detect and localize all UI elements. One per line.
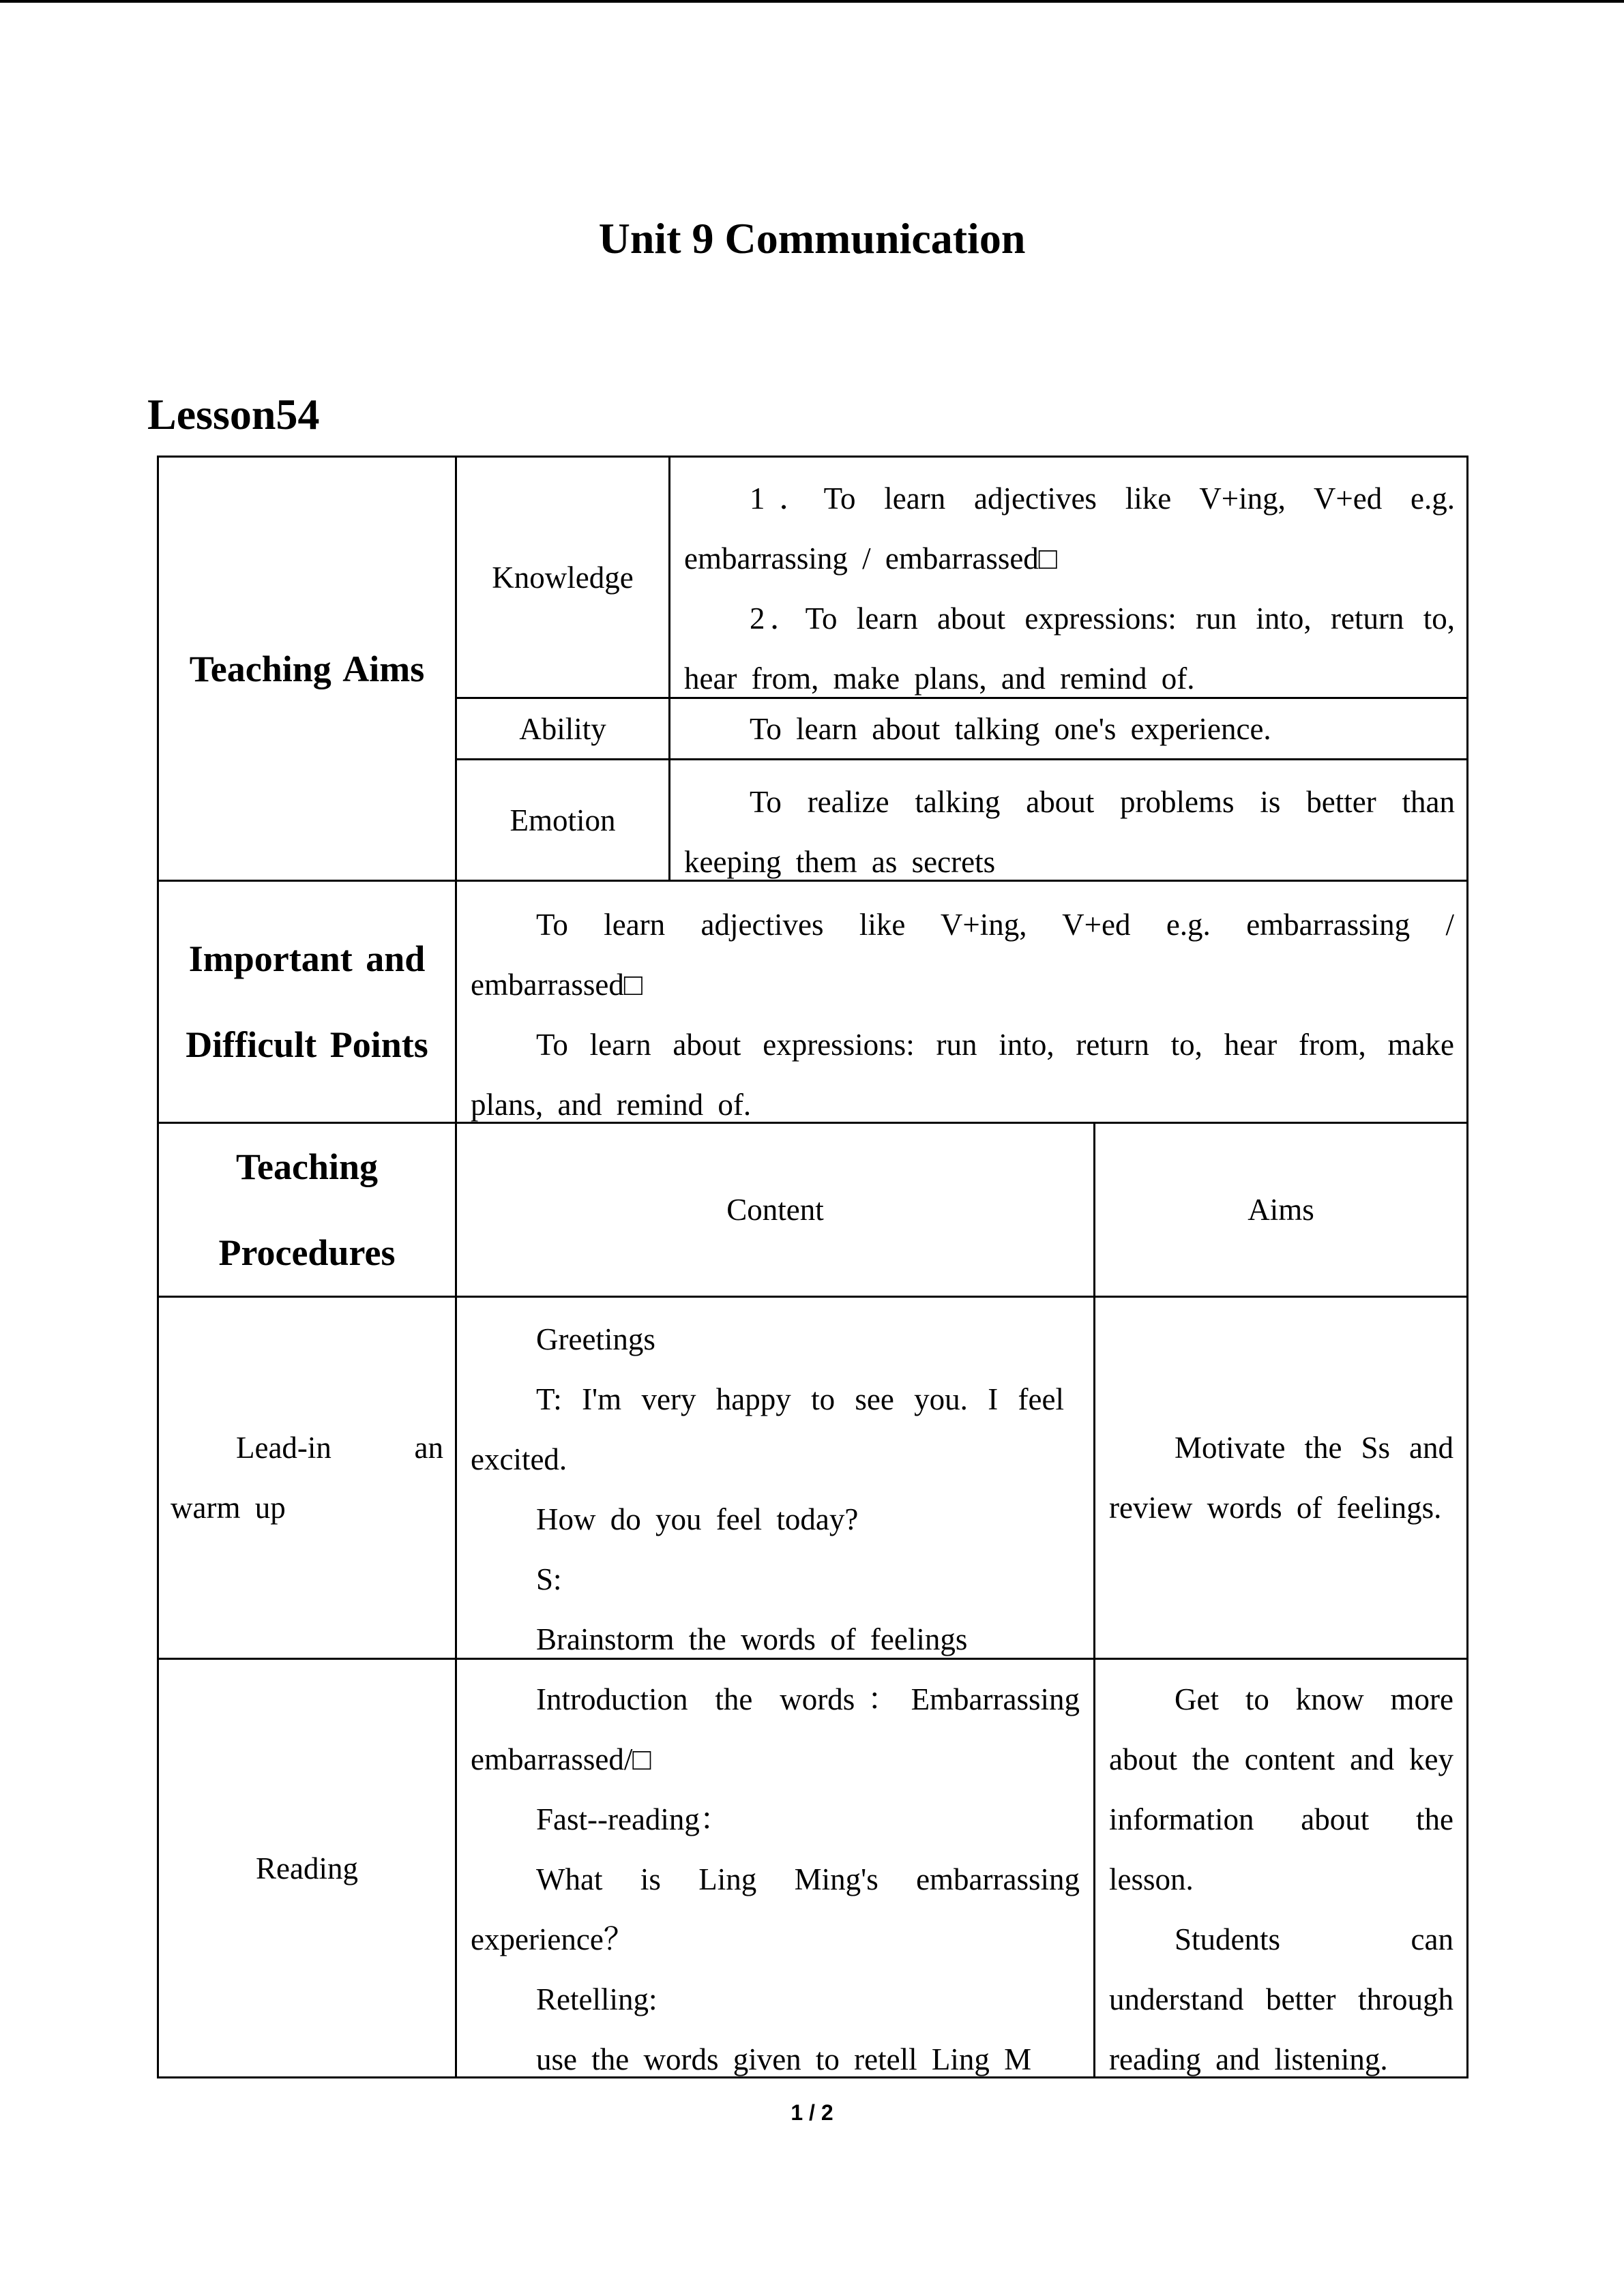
important-points-text-2: To learn about expressions: run into, return to, hear from, make plans, and remind of. <box>471 1028 1454 1122</box>
ability-content <box>684 699 1455 758</box>
reading-aims <box>1109 1669 1453 2076</box>
teaching-aims-text: Teaching Aims <box>189 648 425 689</box>
emotion-text: To realize talking about problems is better than keeping them as secrets <box>684 785 1455 879</box>
reading-label <box>159 1660 455 2076</box>
important-points-label-line2: Difficult Points <box>186 1024 428 1065</box>
table-border-right <box>1466 456 1468 2078</box>
knowledge-item-1: 1．To learn adjectives like V+ing, V+ed e.g. embarrassing / embarrassed□ <box>684 481 1455 576</box>
lead-in-line-2: T: I'm very happy to see you. I feel excited. <box>471 1382 1064 1476</box>
reading-line-3: What is Ling Ming's embarrassing experience？ <box>471 1862 1080 1956</box>
aims-column-header <box>1095 1124 1466 1296</box>
ability-label <box>457 699 668 758</box>
aims-header-text: Aims <box>1247 1193 1314 1227</box>
ability-label-text: Ability <box>519 711 606 746</box>
reading-aims-text-1: Get to know more about the content and key information about the lesson. <box>1109 1682 1453 1896</box>
important-points-content <box>471 895 1454 1122</box>
reading-label-text: Reading <box>256 1851 358 1885</box>
teaching-procedures-label <box>159 1124 455 1296</box>
content-column-header <box>457 1124 1093 1296</box>
table-sub-column-divider <box>668 456 670 880</box>
important-points-text-1: To learn adjectives like V+ing, V+ed e.g. embarrassing / embarrassed□ <box>471 908 1454 1002</box>
lesson-heading: Lesson54 <box>147 390 320 438</box>
reading-content <box>471 1669 1080 2076</box>
ability-text: To learn about talking one's experience. <box>750 712 1271 746</box>
procedures-label-line1: Teaching <box>235 1146 379 1187</box>
reading-line-2: Fast--reading： <box>536 1802 730 1836</box>
lead-in-label <box>171 1298 443 1658</box>
lead-in-aims <box>1109 1298 1453 1658</box>
knowledge-content <box>684 468 1455 697</box>
knowledge-item-2: 2．To learn about expressions: run into, return to, hear from, make plans, and remind of. <box>684 601 1455 696</box>
important-points-label-line1: Important and <box>188 938 426 979</box>
important-points-label <box>159 882 455 1122</box>
page-number: 1 / 2 <box>791 2100 833 2125</box>
reading-line-1: Introduction the words：Embarrassing embarrassed/□ <box>471 1682 1080 1776</box>
knowledge-label-text: Knowledge <box>492 560 634 595</box>
emotion-label <box>457 760 668 880</box>
procedures-label-line2: Procedures <box>218 1232 396 1273</box>
lead-in-line-3: How do you feel today? <box>536 1502 859 1536</box>
lead-in-line-4: S: <box>536 1562 562 1596</box>
lead-in-label-text: Lead-in an warm up <box>171 1431 443 1525</box>
reading-line-4: Retelling: <box>536 1982 658 2016</box>
reading-aims-text-2: Students can understand better through reading and listening. <box>1109 1922 1453 2076</box>
teaching-aims-label <box>159 458 455 880</box>
table-border-bottom <box>157 2076 1468 2078</box>
lead-in-line-1: Greetings <box>536 1322 655 1356</box>
lead-in-line-5: Brainstorm the words of feelings <box>536 1622 968 1656</box>
lead-in-aims-text: Motivate the Ss and review words of feelings. <box>1109 1431 1453 1525</box>
knowledge-label <box>457 458 668 697</box>
emotion-label-text: Emotion <box>510 803 616 837</box>
reading-line-5: use the words given to retell Ling M <box>536 2042 1032 2076</box>
lead-in-content <box>471 1309 1064 1658</box>
document-title: Unit 9 Communication <box>598 214 1026 263</box>
content-header-text: Content <box>726 1193 824 1227</box>
emotion-content <box>684 772 1455 880</box>
